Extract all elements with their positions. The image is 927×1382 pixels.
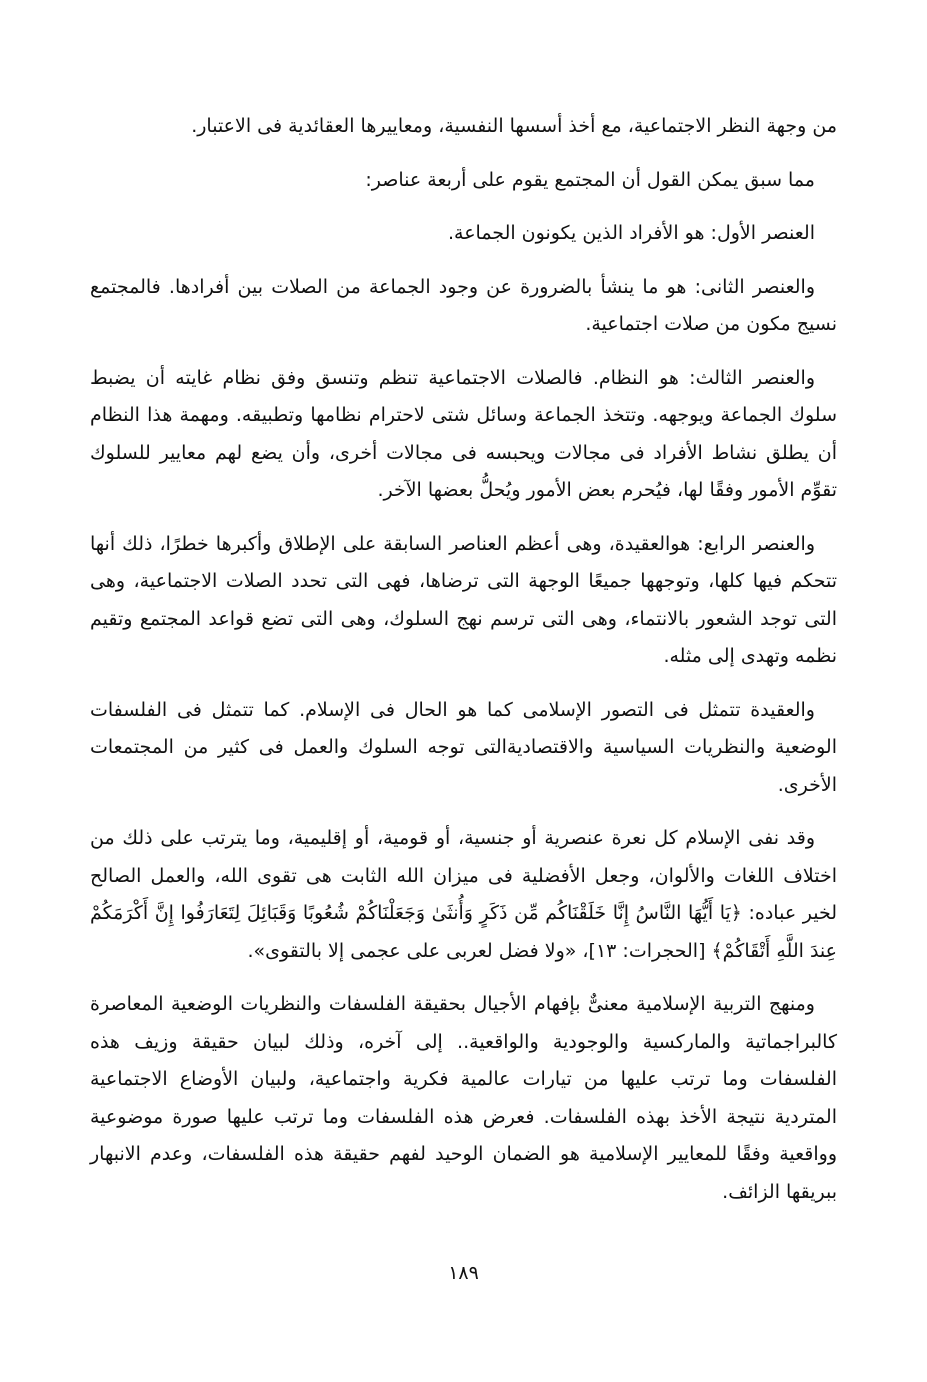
page-number: ١٨٩ xyxy=(448,1262,479,1284)
paragraph-continuation: من وجهة النظر الاجتماعية، مع أخذ أسسها النفسية، ومعاييرها العقائدية فى الاعتبار. xyxy=(191,115,837,137)
paragraph-belief: والعقيدة تتمثل فى التصور الإسلامى كما هو الحال فى الإسلام. كما تتمثل فى الفلسفات الوضعية والنظريات السياسية والاقتصاديةالتى توجه السلوك والعمل فى كثير من المجتمعات الأخرى. xyxy=(90,698,837,796)
paragraph-education-method: ومنهج التربية الإسلامية معنىٌّ بإفهام الأجيال بحقيقة الفلسفات والنظريات الوضعية المعاصرة كالبراجماتية والماركسية والوجودية والواقعية.. إلى آخره، وذلك لبيان حقيقة وزيف هذه الفلسفات وما ترتب عليها من تيارات عالمية فكرية واجتماعية، ولبيان الأوضاع الاجتماعية المتردية نتيجة الأخذ بهذه الفلسفات. فعرض هذه الفلسفات وما ترتب عليها صورة موضوعية وواقعية وفقًا للمعايير الإسلامية هو الضمان الوحيد لفهم حقيقة هذه الفلسفات، وعدم الانبهار ببريقها الزائف. xyxy=(90,993,837,1203)
paragraph-fourth-element: والعنصر الرابع: هوالعقيدة، وهى أعظم العناصر السابقة على الإطلاق وأكبرها خطرًا، ذلك أنها تتحكم فيها كلها، وتوجهها جميعًا الوجهة التى ترضاها، فهى التى تحدد الصلات الاجتماعية، وهى التى توجد الشعور بالانتماء، وهى التى ترسم نهج السلوك، وهى التى تضع قواعد المجتمع وتقيم نظمه وتهدى إلى مثله. xyxy=(90,532,837,667)
page-body xyxy=(90,108,837,1227)
paragraph-four-elements-intro: مما سبق يمكن القول أن المجتمع يقوم على أربعة عناصر: xyxy=(365,168,815,191)
paragraph-islam-equality: وقد نفى الإسلام كل نعرة عنصرية أو جنسية، أو قومية، أو إقليمية، وما يترتب على ذلك من اختلاف اللغات والألوان، وجعل الأفضلية فى ميزان الله الثابت هى تقوى الله، والعمل الصالح لخير عباده: ﴿يَا أَيُّهَا النَّاسُ إِنَّا خَلَقْنَاكُم مِّن ذَكَرٍ وَأُنثَىٰ وَجَعَلْنَاكُمْ شُعُوبًا وَقَبَائِلَ لِتَعَارَفُوا إِنَّ أَكْرَمَكُمْ عِندَ اللَّهِ أَتْقَاكُمْ﴾ [الحجرات: ١٣]، «ولا فضل لعربى على عجمى إلا بالتقوى». xyxy=(90,827,837,962)
paragraph-second-element: والعنصر الثانى: هو ما ينشأ بالضرورة عن وجود الجماعة من الصلات بين أفرادها. فالمجتمع نسيج مكون من صلات اجتماعية. xyxy=(90,275,837,335)
paragraph-first-element: العنصر الأول: هو الأفراد الذين يكونون الجماعة. xyxy=(447,222,815,244)
paragraph-third-element: والعنصر الثالث: هو النظام. فالصلات الاجتماعية تنظم وتنسق وفق نظام غايته أن يضبط سلوك الجماعة ويوجهه. وتتخذ الجماعة وسائل شتى لاحترام نظامها وتطبيقه. ومهمة هذا النظام أن يطلق نشاط الأفراد فى مجالات ويحبسه فى مجالات أخرى، وأن يضع لهم معايير للسلوك تقوِّم الأمور وفقًا لها، فيُحرم بعض الأمور ويُحلُّ بعضها الآخر. xyxy=(90,366,837,501)
